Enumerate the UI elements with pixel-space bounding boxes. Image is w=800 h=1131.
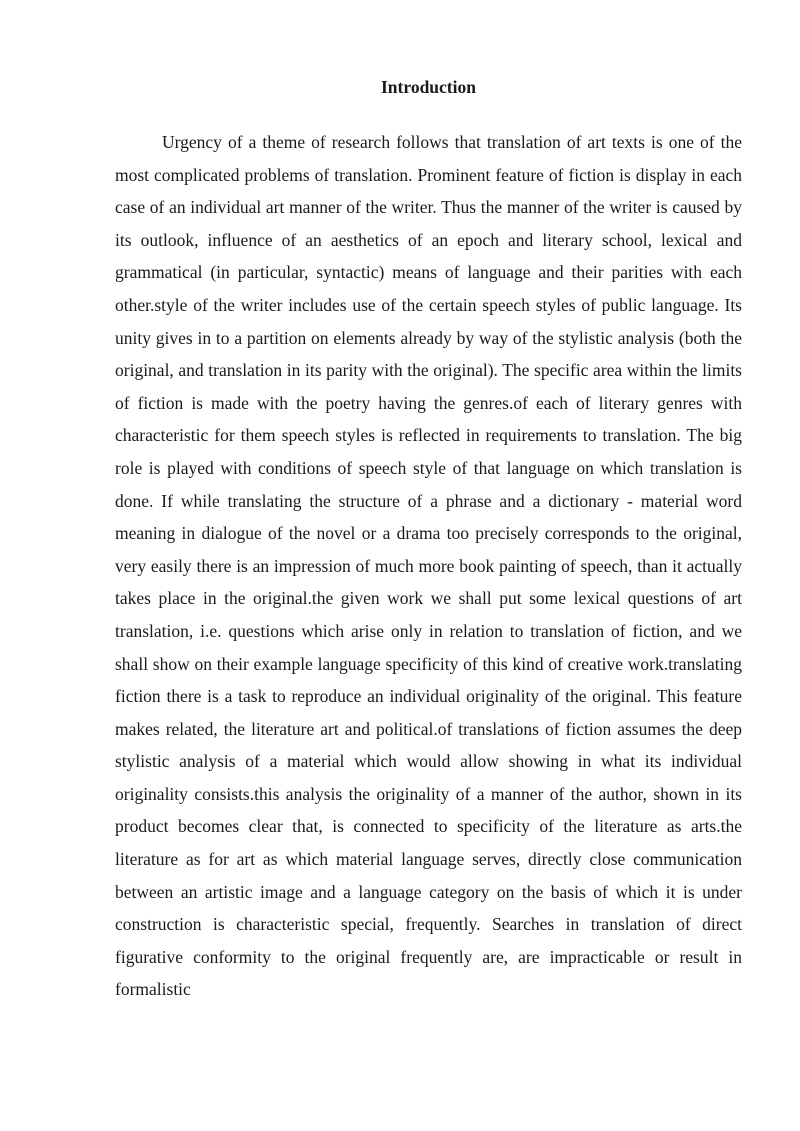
section-heading: Introduction <box>381 77 476 97</box>
body-paragraph: Urgency of a theme of research follows that translation of art texts is one of the most complicated problems of translation. Prominent feature of fiction is display in each case of an individual art manner of the writer. Thus the manner of the writer is caused by its outlook, influence of an aesthetics of an epoch and literary school, lexical and grammatical (in particular, syntactic) means of language and their parities with each other.style of the writer includes use of the certain speech styles of public language. Its unity gives in to a partition on elements already by way of the stylistic analysis (both the original, and translation in its parity with the original). The specific area within the limits of fiction is made with the poetry having the genres.of each of literary genres with characteristic for them speech styles is reflected in requirements to translation. The big role is played with conditions of speech style of that language on which translation is done. If while translating the structure of a phrase and a dictionary - material word meaning in dialogue of the novel or a drama too precisely corresponds to the original, very easily there is an impression of much more book painting of speech, than it actually takes place in the original.the given work we shall put some lexical questions of art translation, i.e. questions which arise only in relation to translation of fiction, and we shall show on their example language specificity of this kind of creative work.translating fiction there is a task to reproduce an individual originality of the original. This feature makes related, the literature art and political.of translations of fiction assumes the deep stylistic analysis of a material which would allow showing in what its individual originality consists.this analysis the originality of a manner of the author, shown in its product becomes clear that, is connected to specificity of the literature as arts.the literature as for art as which material language serves, directly close communication between an artistic image and a language category on the basis of which it is under construction is characteristic special, frequently. Searches in translation of direct figurative conformity to the original frequently are, are impracticable or result in formalistic <box>115 132 742 1000</box>
